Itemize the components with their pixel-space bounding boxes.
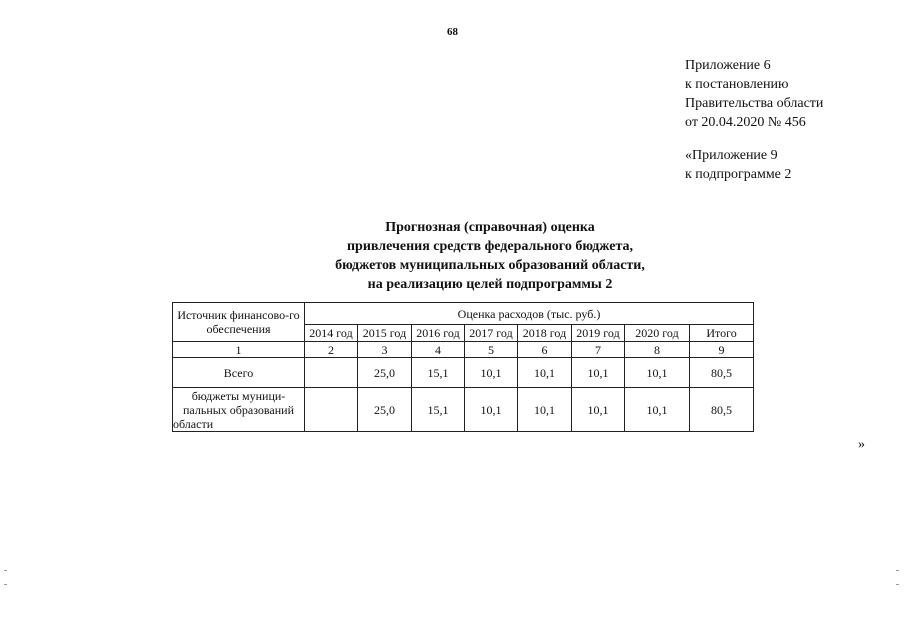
- header-estimate: Оценка расходов (тыс. руб.): [305, 303, 754, 325]
- funding-estimate-table: [172, 302, 754, 432]
- scan-mark: [4, 570, 7, 571]
- table-row: [173, 388, 754, 432]
- appendix-line: Приложение 6: [685, 58, 771, 73]
- column-number: 7: [572, 342, 625, 358]
- cell-value: 15,1: [412, 358, 465, 388]
- column-number: 3: [358, 342, 412, 358]
- appendix-reference: [685, 56, 823, 132]
- scan-mark: [896, 570, 899, 571]
- header-year: 2014 год: [305, 325, 358, 342]
- appendix-line: от 20.04.2020 № 456: [685, 115, 806, 130]
- cell-value: 10,1: [465, 388, 518, 432]
- cell-value: [305, 358, 358, 388]
- row-source: Всего: [173, 358, 305, 388]
- appendix-line: Правительства области: [685, 96, 824, 111]
- page-number: 68: [447, 26, 458, 38]
- column-number: 1: [173, 342, 305, 358]
- column-number: 5: [465, 342, 518, 358]
- header-year: 2019 год: [572, 325, 625, 342]
- header-total: Итого: [690, 325, 754, 342]
- cell-value: 15,1: [412, 388, 465, 432]
- appendix-line: «Приложение 9: [685, 148, 778, 163]
- header-year: 2016 год: [412, 325, 465, 342]
- appendix-line: к подпрограмме 2: [685, 167, 792, 182]
- cell-value: 25,0: [358, 388, 412, 432]
- header-year: 2017 год: [465, 325, 518, 342]
- cell-value: 10,1: [465, 358, 518, 388]
- title-line: привлечения средств федерального бюджета,: [346, 239, 634, 254]
- cell-value: 10,1: [625, 388, 690, 432]
- cell-value: 10,1: [625, 358, 690, 388]
- header-year: 2015 год: [358, 325, 412, 342]
- cell-value: [305, 388, 358, 432]
- scan-mark: [896, 584, 899, 585]
- closing-quote: »: [858, 437, 865, 452]
- header-source: Источник финансово-го обеспечения: [173, 303, 305, 342]
- cell-value: 80,5: [690, 358, 754, 388]
- cell-value: 10,1: [572, 358, 625, 388]
- header-year: 2020 год: [625, 325, 690, 342]
- row-source: бюджеты муници-пальных образований области: [173, 388, 305, 432]
- cell-value: 80,5: [690, 388, 754, 432]
- cell-value: 10,1: [518, 358, 572, 388]
- column-number: 2: [305, 342, 358, 358]
- title-line: на реализацию целей подпрограммы 2: [367, 277, 613, 292]
- header-year: 2018 год: [518, 325, 572, 342]
- title-line: бюджетов муниципальных образований области,: [335, 258, 645, 273]
- cell-value: 10,1: [572, 388, 625, 432]
- document-title: [300, 218, 680, 294]
- table-row: [173, 358, 754, 388]
- column-number: 9: [690, 342, 754, 358]
- subprogram-appendix-reference: [685, 146, 791, 184]
- cell-value: 25,0: [358, 358, 412, 388]
- cell-value: 10,1: [518, 388, 572, 432]
- column-number-row: [173, 342, 754, 358]
- column-number: 4: [412, 342, 465, 358]
- appendix-line: к постановлению: [685, 77, 789, 92]
- column-number: 6: [518, 342, 572, 358]
- scan-mark: [4, 584, 7, 585]
- column-number: 8: [625, 342, 690, 358]
- title-line: Прогнозная (справочная) оценка: [385, 220, 595, 235]
